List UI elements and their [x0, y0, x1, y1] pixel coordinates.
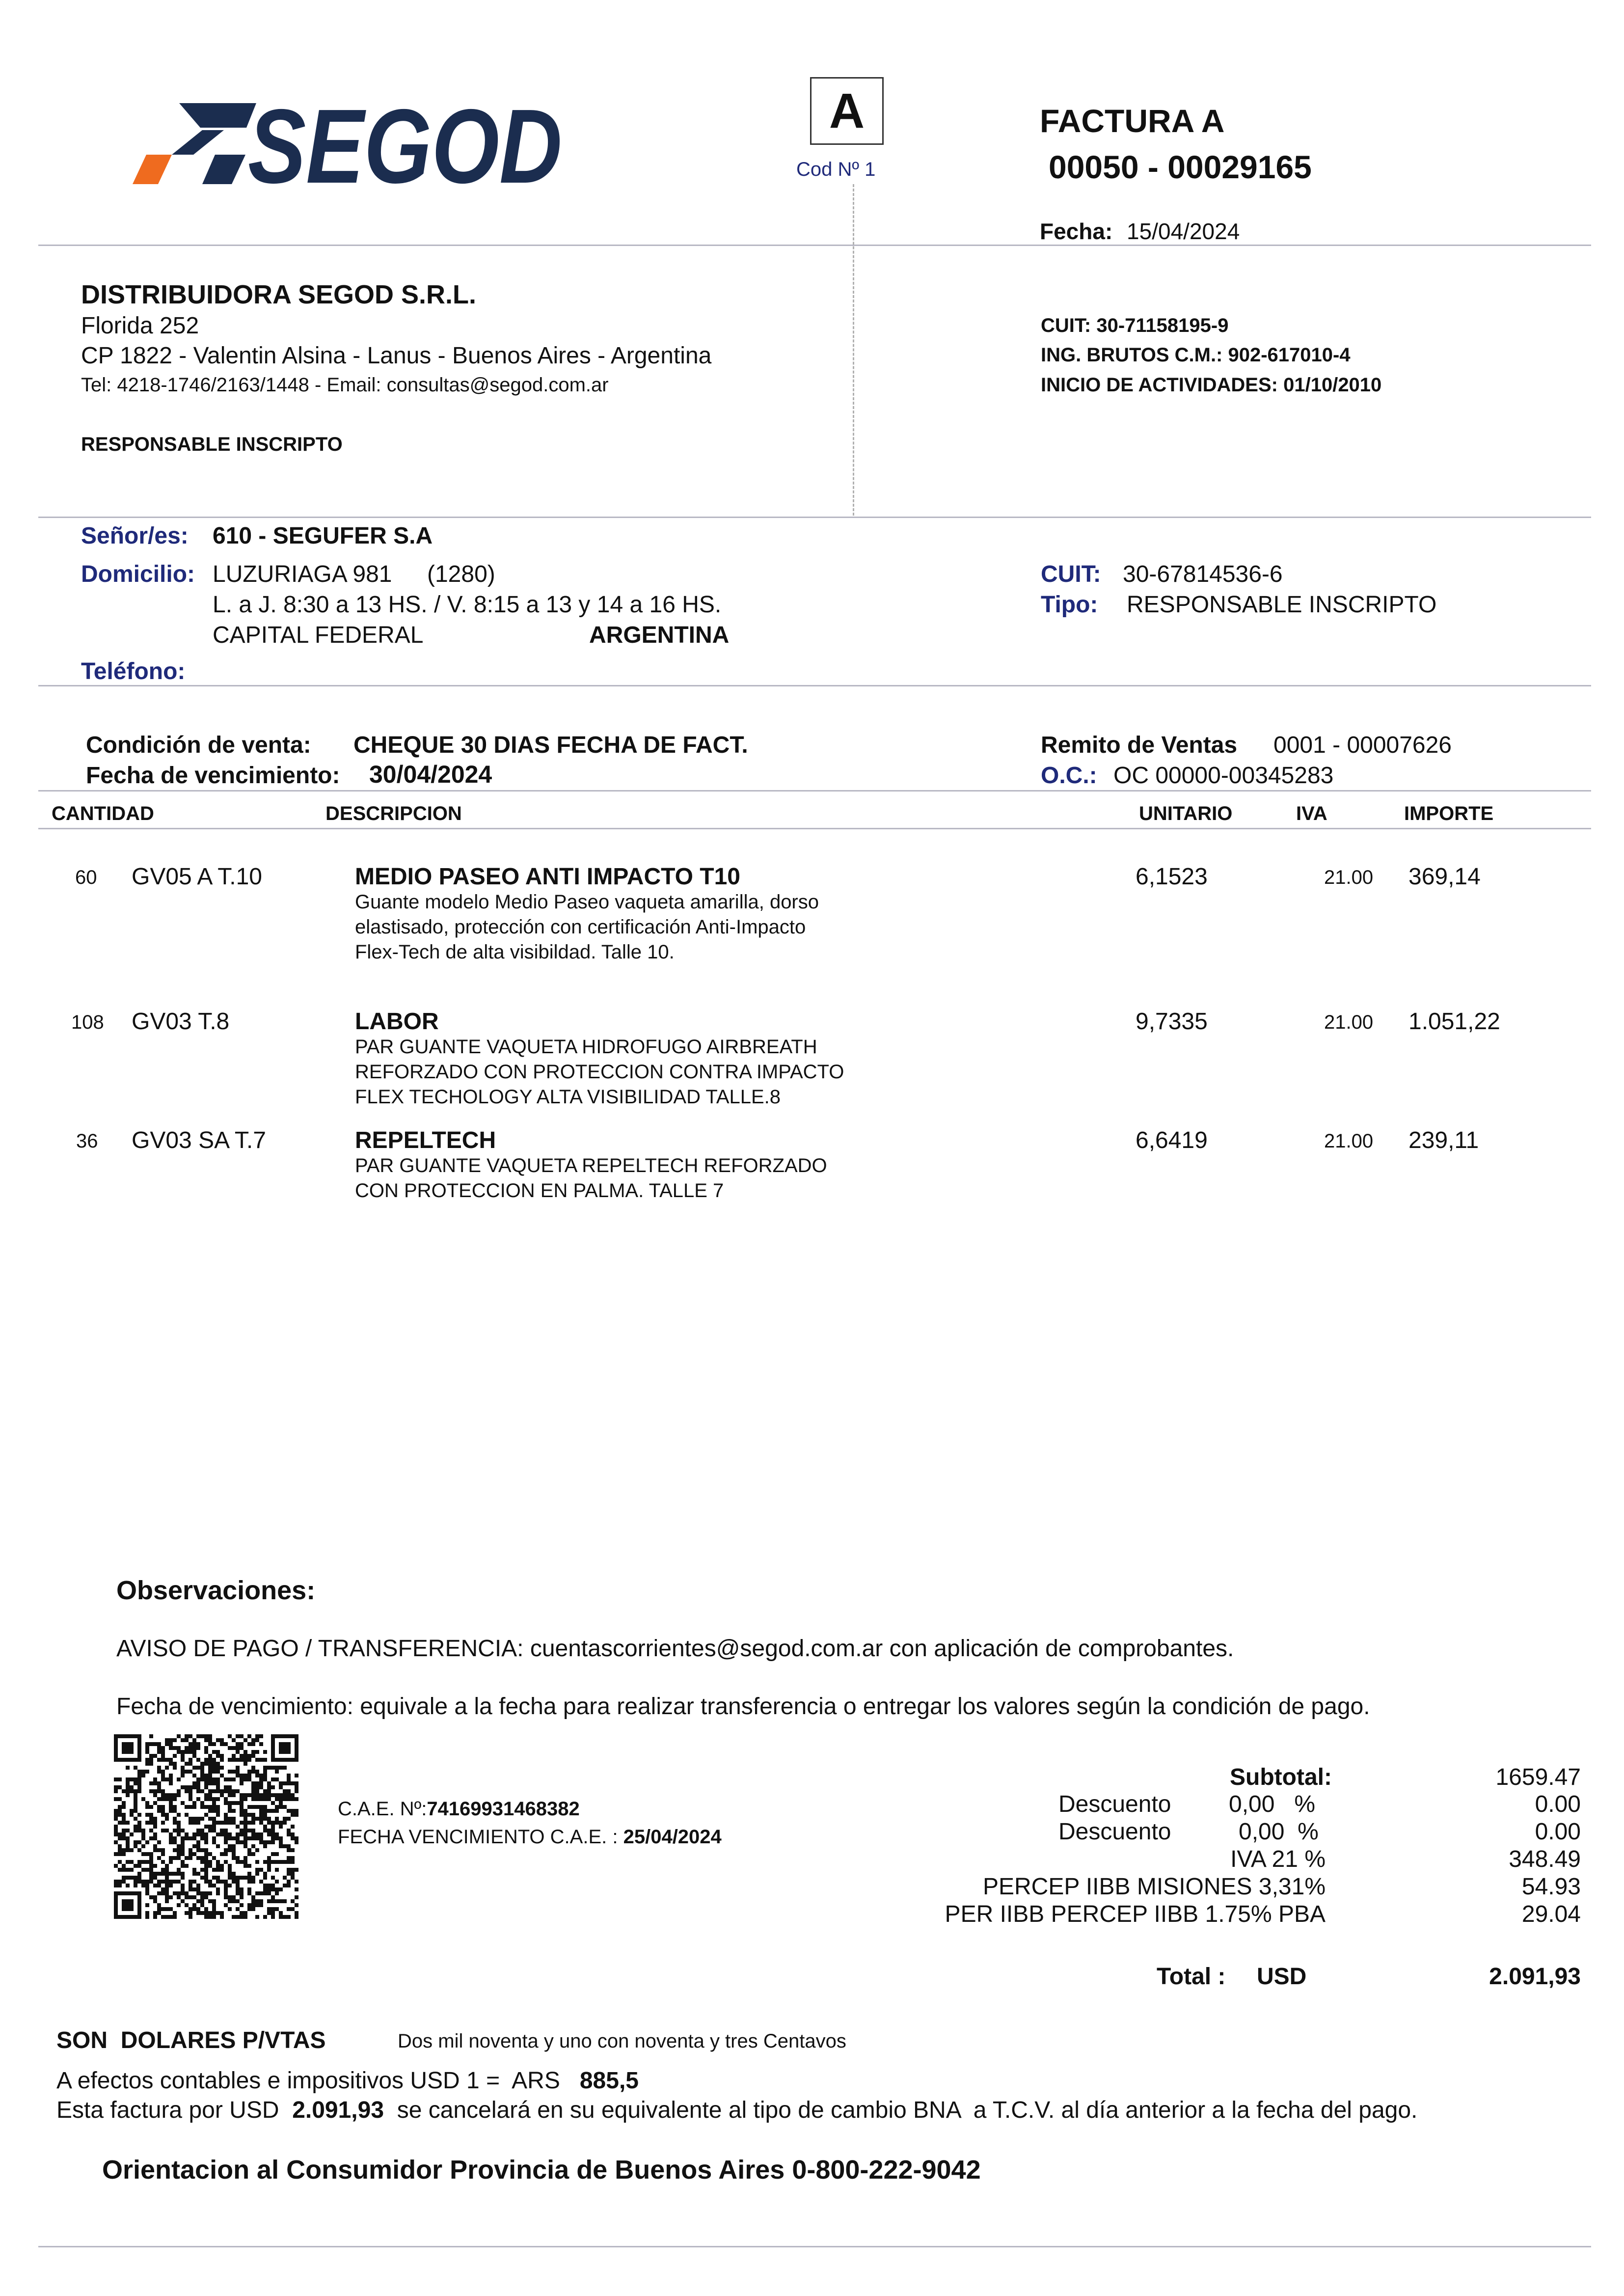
cancellation-line [56, 2097, 1417, 2124]
customer-cuit: 30-67814536-6 [1123, 561, 1283, 587]
issuer-cuit: CUIT: 30-71158195-9 [1041, 315, 1229, 336]
discount2-value: 0.00 [1535, 1819, 1581, 1845]
row-unit: 6,1523 [1136, 864, 1208, 890]
customer-name-label: Señor/es: [81, 523, 189, 549]
table-header-line [38, 828, 1591, 829]
row-unit: 6,6419 [1136, 1127, 1208, 1153]
row-iva: 21.00 [1324, 867, 1374, 888]
customer-type: RESPONSABLE INSCRIPTO [1127, 592, 1437, 618]
cae-due [338, 1826, 722, 1848]
separator-line [38, 517, 1591, 518]
segod-logo [123, 87, 565, 205]
separator-line [38, 685, 1591, 686]
due-date-value: 30/04/2024 [369, 761, 492, 788]
perception2-label: PER IIBB PERCEP IIBB 1.75% PBA [945, 1901, 1326, 1927]
issuer-address2: CP 1822 - Valentin Alsina - Lanus - Buenos Aires - Argentina [81, 343, 712, 369]
row-code: GV03 SA T.7 [132, 1127, 266, 1153]
consumer-line: Orientacion al Consumidor Provincia de Buenos Aires 0-800-222-9042 [102, 2155, 981, 2185]
oc-label: O.C.: [1041, 763, 1097, 789]
row-amount: 239,11 [1408, 1127, 1479, 1153]
cae-number [338, 1798, 580, 1820]
amount-in-words: Dos mil noventa y uno con noventa y tres Centavos [398, 2030, 846, 2052]
observations-line: Fecha de vencimiento: equivale a la fecha para realizar transferencia o entregar los valores según la condición de pago. [116, 1694, 1370, 1720]
customer-type-label: Tipo: [1041, 592, 1098, 618]
issuer-name: DISTRIBUIDORA SEGOD S.R.L. [81, 280, 477, 309]
total-currency: USD [1257, 1964, 1307, 1990]
oc-value: OC 00000-00345283 [1113, 763, 1334, 789]
row-qty: 36 [76, 1130, 98, 1152]
row-description-line: Flex-Tech de alta visibildad. Talle 10. [355, 941, 675, 963]
invoice-sequence: 00029165 [1167, 149, 1312, 185]
customer-name: 610 - SEGUFER S.A [213, 523, 433, 549]
discount2-label: Descuento [1058, 1819, 1171, 1845]
row-amount: 1.051,22 [1408, 1009, 1500, 1035]
row-code: GV03 T.8 [132, 1009, 230, 1035]
discount2-pct: 0,00 % [1239, 1819, 1319, 1845]
row-description-line: FLEX TECHOLOGY ALTA VISIBILIDAD TALLE.8 [355, 1086, 781, 1108]
header-desc: DESCRIPCION [325, 803, 462, 824]
row-description [355, 890, 819, 965]
exchange-rate-value: 885,5 [579, 2068, 639, 2094]
subtotal-label: Subtotal: [1230, 1764, 1332, 1790]
row-qty: 108 [71, 1011, 104, 1033]
row-description [355, 1153, 827, 1203]
row-iva: 21.00 [1324, 1130, 1374, 1152]
subtotal-value: 1659.47 [1495, 1764, 1581, 1790]
qr-code [114, 1734, 298, 1919]
cae-number-label: C.A.E. Nº: [338, 1798, 427, 1820]
row-description-line: elastisado, protección con certificación Anti-Impacto [355, 916, 806, 938]
total-label: Total : [1157, 1964, 1226, 1990]
observations-line: AVISO DE PAGO / TRANSFERENCIA: cuentascorrientes@segod.com.ar con aplicación de comprobantes. [116, 1636, 1234, 1662]
invoice-code: Cod Nº 1 [796, 159, 876, 180]
iva-label: IVA 21 % [1230, 1846, 1326, 1872]
row-title: LABOR [355, 1009, 439, 1035]
perception2-value: 29.04 [1521, 1901, 1581, 1927]
logo-wordmark: SEGOD [248, 87, 562, 205]
issuer-tax-condition: RESPONSABLE INSCRIPTO [81, 434, 343, 455]
invoice-type: FACTURA A [1040, 103, 1225, 139]
cae-due-value: 25/04/2024 [623, 1826, 722, 1848]
separator-line [38, 245, 1591, 246]
cae-number-value: 74169931468382 [427, 1798, 580, 1820]
row-description-line: REFORZADO CON PROTECCION CONTRA IMPACTO [355, 1061, 844, 1083]
customer-street: LUZURIAGA 981 [213, 561, 392, 587]
row-description-line: PAR GUANTE VAQUETA HIDROFUGO AIRBREATH [355, 1036, 817, 1058]
invoice-number [1049, 148, 1312, 186]
row-iva: 21.00 [1324, 1011, 1374, 1033]
header-amount: IMPORTE [1404, 803, 1494, 824]
date-label: Fecha: [1040, 219, 1113, 244]
customer-postal: (1280) [427, 561, 495, 587]
date-value: 15/04/2024 [1127, 219, 1240, 244]
row-code: GV05 A T.10 [132, 864, 262, 890]
table-top-line [38, 790, 1591, 792]
discount1-value: 0.00 [1535, 1791, 1581, 1817]
row-title: MEDIO PASEO ANTI IMPACTO T10 [355, 864, 740, 890]
perception1-value: 54.93 [1521, 1874, 1581, 1900]
cancellation-suffix: se cancelará en su equivalente al tipo de cambio BNA a T.C.V. al día anterior a la fecha del pago. [397, 2097, 1418, 2123]
row-qty: 60 [75, 867, 97, 888]
condition-label: Condición de venta: [86, 732, 311, 758]
header-iva: IVA [1296, 803, 1327, 824]
row-unit: 9,7335 [1136, 1009, 1208, 1035]
exchange-rate-prefix: A efectos contables e impositivos USD 1 = ARS [56, 2068, 560, 2094]
discount1-label: Descuento [1058, 1791, 1171, 1817]
header-qty: CANTIDAD [52, 803, 154, 824]
bottom-line [38, 2246, 1591, 2247]
total-value: 2.091,93 [1489, 1964, 1581, 1990]
cae-due-label: FECHA VENCIMIENTO C.A.E. : [338, 1826, 618, 1848]
perception1-label: PERCEP IIBB MISIONES 3,31% [982, 1874, 1326, 1900]
issuer-contact: Tel: 4218-1746/2163/1448 - Email: consultas@segod.com.ar [81, 374, 609, 396]
due-date-label: Fecha de vencimiento: [86, 763, 340, 789]
cancellation-prefix: Esta factura por USD [56, 2097, 279, 2123]
discount1-pct: 0,00 % [1229, 1791, 1316, 1817]
customer-address-label: Domicilio: [81, 561, 195, 587]
condition-value: CHEQUE 30 DIAS FECHA DE FACT. [353, 732, 748, 758]
invoice-date [1040, 218, 1240, 245]
exchange-rate-line [56, 2067, 639, 2094]
customer-country: ARGENTINA [589, 622, 730, 648]
remito-label: Remito de Ventas [1041, 732, 1238, 758]
point-of-sale: 00050 [1049, 149, 1139, 185]
amount-in-words-label: SON DOLARES P/VTAS [56, 2027, 326, 2053]
invoice-letter-box: A [810, 77, 884, 145]
iva-value: 348.49 [1509, 1846, 1581, 1872]
customer-hours: L. a J. 8:30 a 13 HS. / V. 8:15 a 13 y 14 a 16 HS. [213, 592, 722, 618]
remito-value: 0001 - 00007626 [1273, 732, 1452, 758]
row-description-line: CON PROTECCION EN PALMA. TALLE 7 [355, 1180, 724, 1202]
header-divider [853, 184, 854, 516]
issuer-address1: Florida 252 [81, 313, 199, 339]
row-description-line: Guante modelo Medio Paseo vaqueta amarilla, dorso [355, 891, 819, 913]
row-amount: 369,14 [1408, 864, 1481, 890]
row-description [355, 1035, 844, 1110]
customer-phone-label: Teléfono: [81, 658, 186, 684]
header-unit: UNITARIO [1139, 803, 1233, 824]
issuer-activity-start: INICIO DE ACTIVIDADES: 01/10/2010 [1041, 374, 1382, 396]
cancellation-amount: 2.091,93 [292, 2097, 384, 2123]
row-description-line: PAR GUANTE VAQUETA REPELTECH REFORZADO [355, 1155, 827, 1176]
customer-cuit-label: CUIT: [1041, 561, 1101, 587]
row-title: REPELTECH [355, 1127, 496, 1153]
number-separator: - [1147, 149, 1159, 185]
observations-title: Observaciones: [116, 1576, 316, 1605]
customer-city: CAPITAL FEDERAL [213, 622, 424, 648]
issuer-iibb: ING. BRUTOS C.M.: 902-617010-4 [1041, 344, 1351, 366]
